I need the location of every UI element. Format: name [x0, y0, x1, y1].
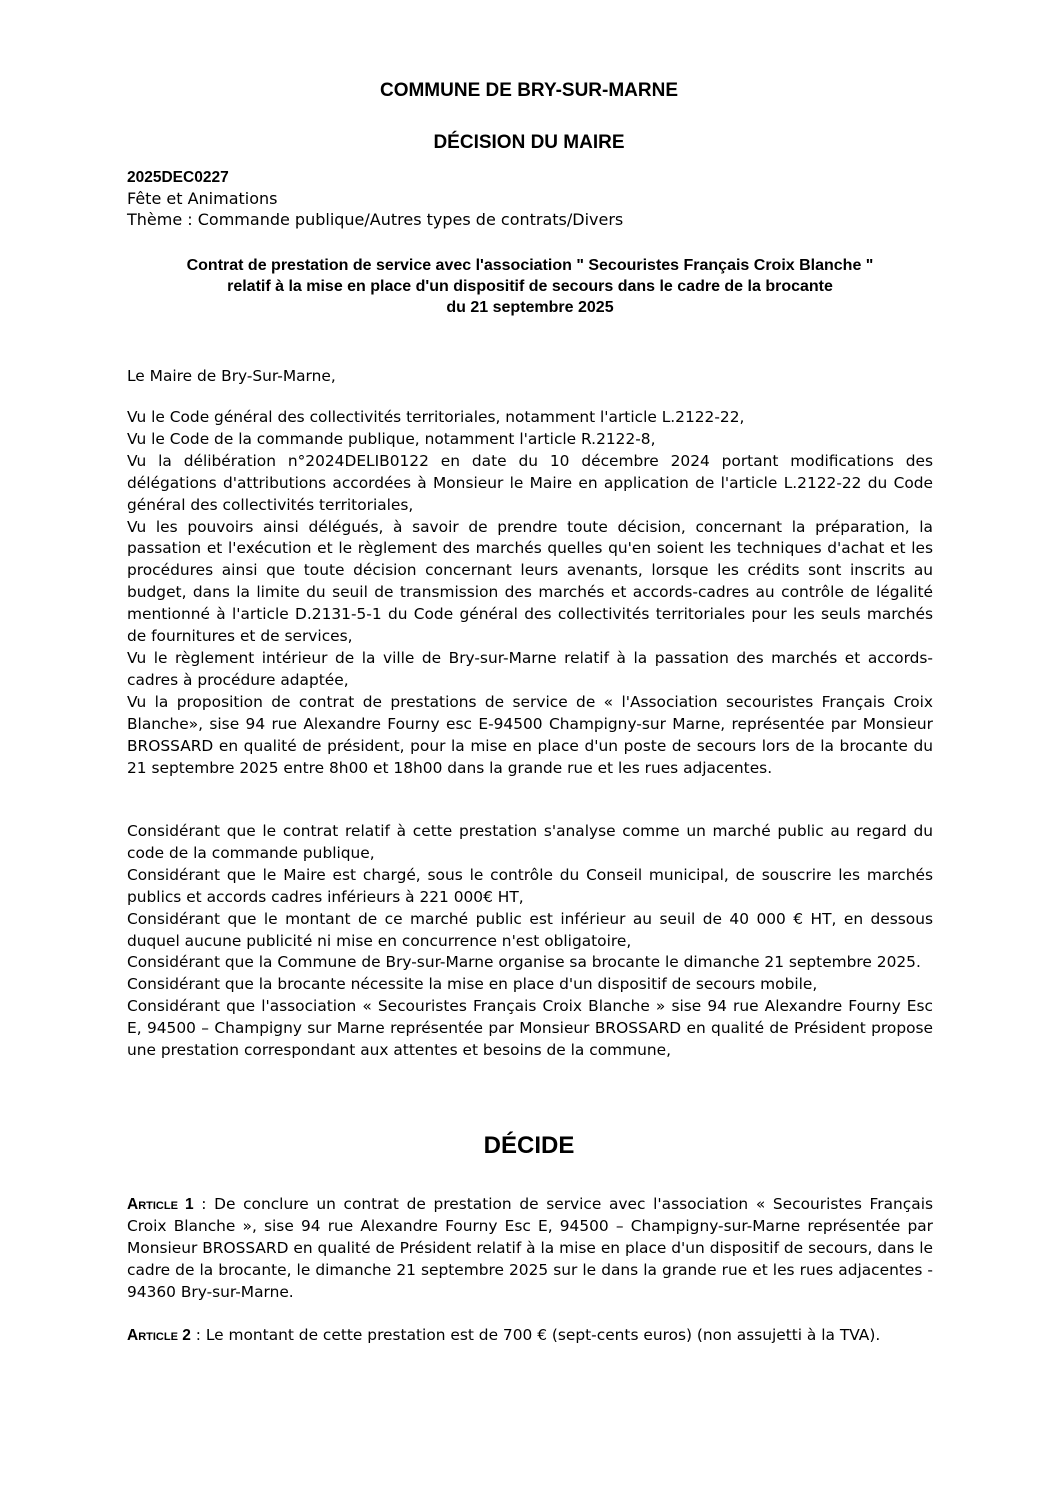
mayor-intro: Le Maire de Bry-Sur-Marne, — [127, 367, 336, 385]
subject-line: relatif à la mise en place d'un dispositif de secours dans le cadre de la brocante — [227, 278, 833, 295]
article-1 — [127, 1194, 933, 1304]
article-label: Article 1 — [127, 1196, 194, 1213]
decision-code: 2025DEC0227 — [127, 169, 229, 186]
commune-title: COMMUNE DE BRY-SUR-MARNE — [379, 80, 679, 101]
vu-clause: Vu le Code de la commande publique, notamment l'article R.2122-8, — [127, 429, 656, 448]
considerant-clause: Considérant que la brocante nécessite la mise en place d'un dispositif de secours mobile, — [127, 975, 818, 994]
reference-block — [127, 167, 927, 230]
article-2 — [127, 1325, 933, 1347]
vu-clause: Vu la délibération n°2024DELIB0122 en date du 10 décembre 2024 portant modifications des délégations d'attributions accordées à Monsieur le Maire en application de l'article L.2122-22 du Code général des collectivités territoriales, — [127, 451, 933, 514]
article-text: De conclure un contrat de prestation de service avec l'association « Secouristes Français Croix Blanche », sise 94 rue Alexandre Fourny Esc E, 94500 – Champigny-sur-Marne représentée par Monsieur BROSSARD en qualité de Président relatif à la mise en place d'un dispositif de secours, dans le cadre de la brocante, le dimanche 21 septembre 2025 sur le dans la grande rue et les rues adjacentes - 94360 Bry-sur-Marne. — [127, 1195, 933, 1301]
article-text: Le montant de cette prestation est de 700 € (sept-cents euros) (non assujetti à la TVA). — [205, 1326, 881, 1344]
service-name: Fête et Animations — [127, 189, 278, 208]
decision-title: DÉCISION DU MAIRE — [433, 132, 625, 153]
vu-clause: Vu le Code général des collectivités territoriales, notamment l'article L.2122-22, — [127, 408, 745, 426]
article-separator: : — [193, 1195, 215, 1213]
subject-line: Contrat de prestation de service avec l'association " Secouristes Français Croix Blanche " — [186, 257, 874, 274]
considerant-clause: Considérant que le contrat relatif à cette prestation s'analyse comme un marché public au regard du code de la commande publique, — [127, 822, 933, 862]
considerant-section — [127, 821, 933, 1062]
considerant-clause: Considérant que le Maire est chargé, sous le contrôle du Conseil municipal, de souscrire les marchés publics et accords cadres inférieurs à 221 000€ HT, — [127, 865, 933, 906]
decide-heading: DÉCIDE — [483, 1132, 575, 1159]
intro-line — [127, 366, 933, 388]
considerant-clause: Considérant que le montant de ce marché public est inférieur au seuil de 40 000 € HT, en dessous duquel aucune publicité ni mise en concurrence n'est obligatoire, — [127, 909, 933, 950]
article-separator: : — [190, 1326, 206, 1344]
theme-line: Thème : Commande publique/Autres types de contrats/Divers — [127, 210, 624, 229]
vu-clause: Vu la proposition de contrat de prestations de service de « l'Association secouristes Français Croix Blanche», sise 94 rue Alexandre Fourny esc E-94500 Champigny-sur Marne, représentée par Monsieur BROSSARD en qualité de président, pour la mise en place d'un poste de secours lors de la brocante du 21 septembre 2025 entre 8h00 et 18h00 dans la grande rue et les rues adjacentes. — [127, 692, 933, 777]
considerant-clause: Considérant que la Commune de Bry-sur-Marne organise sa brocante le dimanche 21 septembre 2025. — [127, 953, 921, 972]
article-label: Article 2 — [127, 1327, 191, 1344]
vu-clause: Vu les pouvoirs ainsi délégués, à savoir de prendre toute décision, concernant la préparation, la passation et l'exécution et le règlement des marchés quelles qu'en soient les techniques d'achat et les procédures ainsi que toute décision concernant leurs avenants, lorsque les crédits sont inscrits au budget, dans la limite du seuil de transmission des marchés et accords-cadres au contrôle de légalité mentionné à l'article D.2131-5-1 du Code général des collectivités territoriales pour les seuls marchés de fournitures et de services, — [127, 517, 933, 646]
decision-subject — [130, 255, 930, 318]
vu-section — [127, 407, 933, 779]
vu-clause: Vu le règlement intérieur de la ville de Bry-sur-Marne relatif à la passation des marchés et accords-cadres à procédure adaptée, — [127, 648, 933, 689]
considerant-clause: Considérant que l'association « Secouristes Français Croix Blanche » sise 94 rue Alexandre Fourny Esc E, 94500 – Champigny sur Marne représentée par Monsieur BROSSARD en qualité de Président propose une prestation correspondant aux attentes et besoins de la commune, — [127, 997, 933, 1060]
subject-line: du 21 septembre 2025 — [446, 299, 614, 316]
